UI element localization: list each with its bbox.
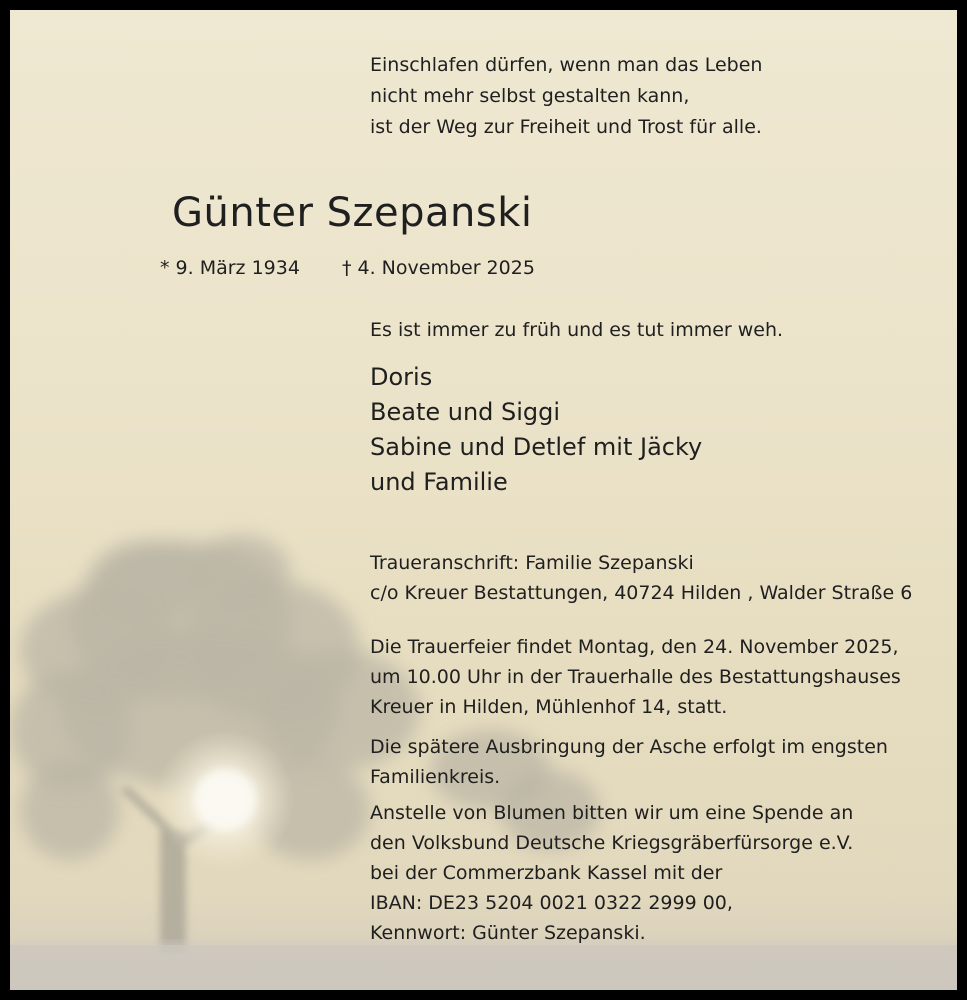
- motto-line: Einschlafen dürfen, wenn man das Leben: [370, 54, 763, 76]
- motto-verse: [370, 50, 762, 143]
- mourners-list: [370, 360, 702, 500]
- donation-info: [370, 798, 853, 948]
- donation-line: IBAN: DE23 5204 0021 0322 2999 00,: [370, 892, 733, 914]
- mourner-name: Doris: [370, 363, 433, 391]
- ashes-line: Die spätere Ausbringung der Asche erfolgt im engsten: [370, 736, 888, 758]
- service-line: Kreuer in Hilden, Mühlenhof 14, statt.: [370, 696, 728, 718]
- life-dates: [160, 254, 535, 282]
- mourner-name: Beate und Siggi: [370, 398, 561, 426]
- motto-line: ist der Weg zur Freiheit und Trost für alle.: [370, 116, 762, 138]
- birth-date: * 9. März 1934: [160, 257, 300, 279]
- mourner-name: und Familie: [370, 468, 508, 496]
- deceased-name: Günter Szepanski: [172, 190, 533, 236]
- donation-line: Anstelle von Blumen bitten wir um eine Spende an: [370, 802, 854, 824]
- donation-line: Kennwort: Günter Szepanski.: [370, 922, 646, 944]
- donation-line: bei der Commerzbank Kassel mit der: [370, 862, 723, 884]
- address-line: c/o Kreuer Bestattungen, 40724 Hilden , Walder Straße 6: [370, 582, 913, 604]
- service-line: um 10.00 Uhr in der Trauerhalle des Bestattungshauses: [370, 666, 901, 688]
- motto-line: nicht mehr selbst gestalten kann,: [370, 85, 690, 107]
- ashes-line: Familienkreis.: [370, 766, 501, 788]
- mourner-name: Sabine und Detlef mit Jäcky: [370, 433, 703, 461]
- address-line: Traueranschrift: Familie Szepanski: [370, 552, 694, 574]
- funeral-service-info: [370, 632, 901, 722]
- donation-line: den Volksbund Deutsche Kriegsgräberfürsorge e.V.: [370, 832, 854, 854]
- service-line: Die Trauerfeier findet Montag, den 24. November 2025,: [370, 636, 899, 658]
- death-date: † 4. November 2025: [341, 257, 535, 279]
- ashes-info: [370, 732, 888, 792]
- grief-quote: Es ist immer zu früh und es tut immer weh.: [370, 319, 784, 341]
- mourning-address: [370, 548, 912, 608]
- obituary-card: [10, 10, 957, 990]
